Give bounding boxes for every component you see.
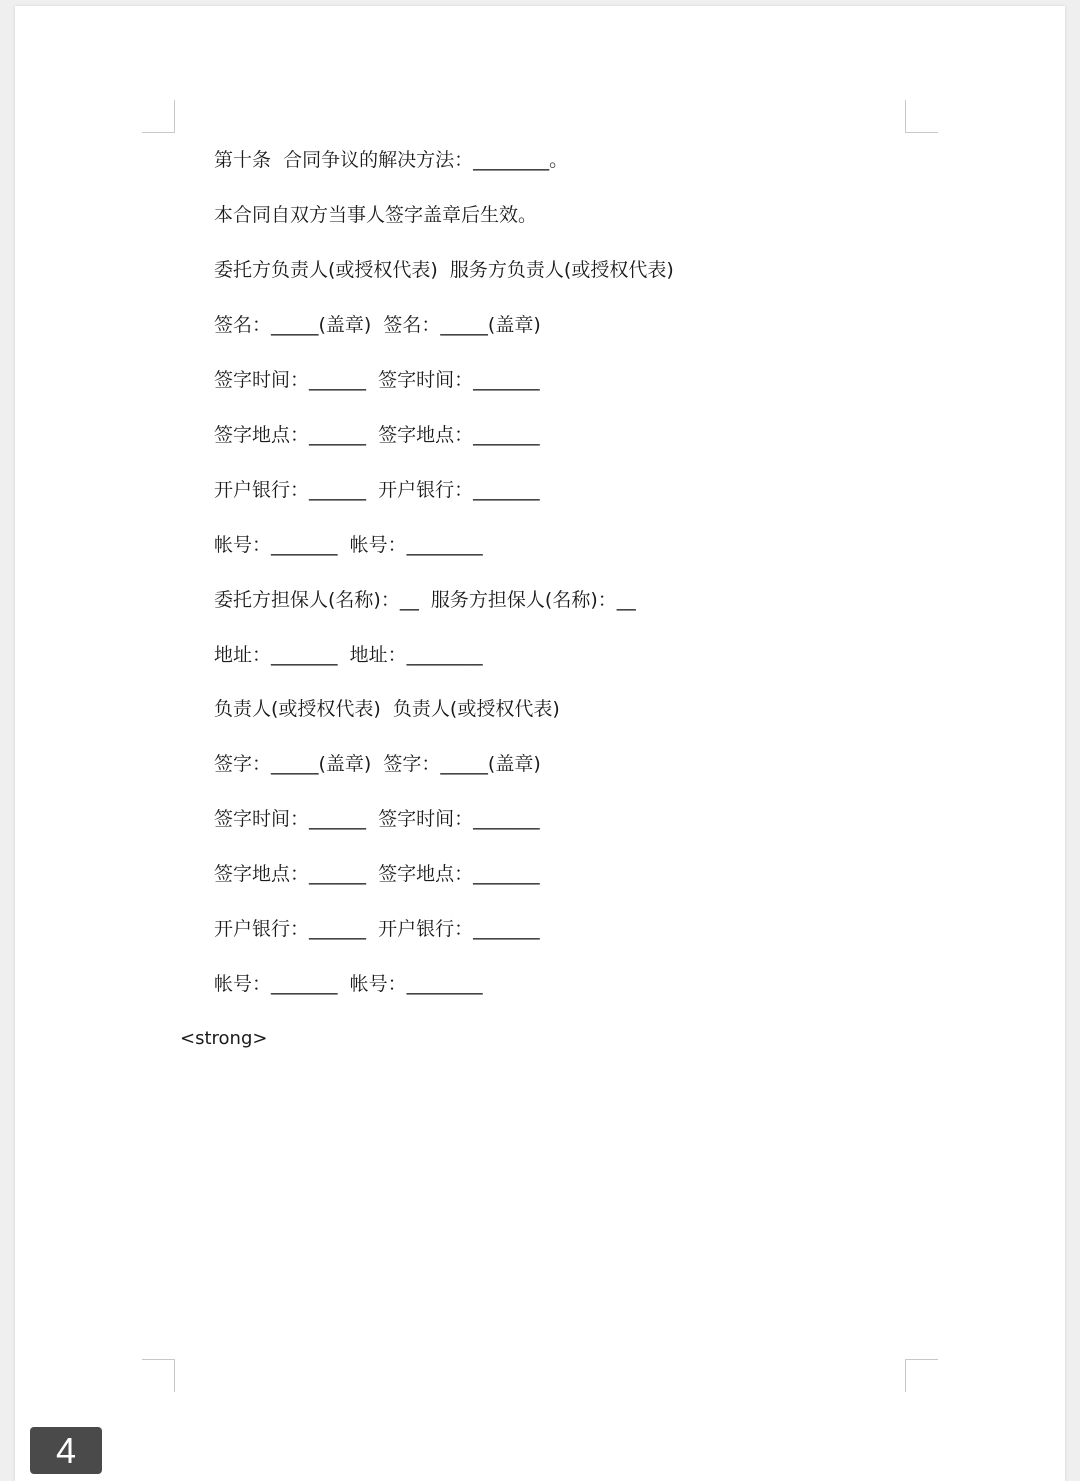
guarantor-representative-header: 负责人(或授权代表) 负责人(或授权代表) xyxy=(214,698,560,720)
article-ten-line: 第十条 合同争议的解决方法：________。 xyxy=(214,149,569,171)
margin-mark-bottom-left xyxy=(142,1359,175,1392)
bank-line: 开户银行：______ 开户银行：_______ xyxy=(214,479,540,501)
page-number-badge: 4 xyxy=(30,1427,102,1474)
account-line: 帐号：_______ 帐号：________ xyxy=(214,534,483,556)
stray-html-tag-text: <strong> xyxy=(180,1028,268,1049)
margin-mark-top-right xyxy=(905,100,938,133)
guarantor-signature-line: 签字：_____(盖章) 签字：_____(盖章) xyxy=(214,753,541,775)
signing-time-line: 签字时间：______ 签字时间：_______ xyxy=(214,369,540,391)
address-line: 地址：_______ 地址：________ xyxy=(214,644,483,666)
effective-clause-line: 本合同自双方当事人签字盖章后生效。 xyxy=(214,204,538,226)
margin-mark-bottom-right xyxy=(905,1359,938,1392)
guarantor-name-line: 委托方担保人(名称)：__ 服务方担保人(名称)：__ xyxy=(214,589,636,611)
signature-line: 签名：_____(盖章) 签名：_____(盖章) xyxy=(214,314,541,336)
document-page xyxy=(15,6,1065,1481)
guarantor-bank-line: 开户银行：______ 开户银行：_______ xyxy=(214,918,540,940)
margin-mark-top-left xyxy=(142,100,175,133)
signing-place-line: 签字地点：______ 签字地点：_______ xyxy=(214,424,540,446)
guarantor-account-line: 帐号：_______ 帐号：________ xyxy=(214,973,483,995)
guarantor-signing-time-line: 签字时间：______ 签字时间：_______ xyxy=(214,808,540,830)
party-representative-header: 委托方负责人(或授权代表) 服务方负责人(或授权代表) xyxy=(214,259,674,281)
guarantor-signing-place-line: 签字地点：______ 签字地点：_______ xyxy=(214,863,540,885)
